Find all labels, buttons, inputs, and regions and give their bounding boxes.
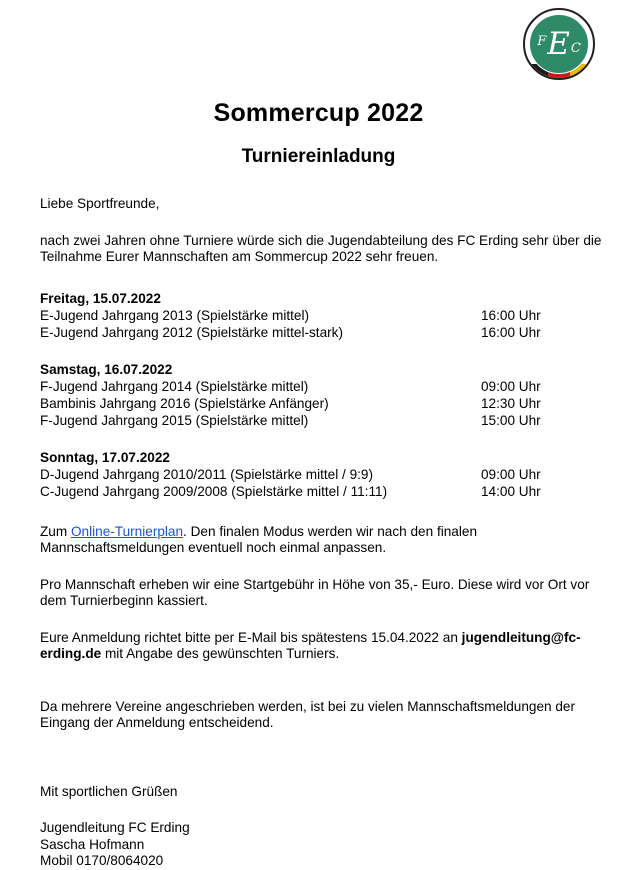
schedule-entry-name: F-Jugend Jahrgang 2014 (Spielstärke mittel) [40,378,309,394]
salutation: Liebe Sportfreunde, [40,196,160,211]
table-row [40,378,602,395]
registration-suffix: mit Angabe des gewünschten Turniers. [101,646,340,661]
document-body [40,196,602,870]
fc-erding-logo [523,8,595,80]
schedule-entry-time: 16:00 Uhr [481,324,541,340]
document-title: Sommercup 2022 [213,99,424,127]
schedule-day-heading: Freitag, 15.07.2022 [40,290,161,306]
document-subtitle: Turniereinladung [241,146,396,167]
schedule-entry-name: C-Jugend Jahrgang 2009/2008 (Spielstärke mittel / 11:11) [40,483,388,499]
intro-paragraph: nach zwei Jahren ohne Turniere würde sich die Jugendabteilung des FC Erding sehr über die Teilnahme Eurer Mannschaften am Sommercup 2022 sehr freuen. [40,232,602,264]
schedule-entry-time: 14:00 Uhr [481,483,541,499]
logo-monogram [523,8,595,80]
signature-name: Sascha Hofmann [40,836,145,852]
fee-paragraph: Pro Mannschaft erheben wir eine Startgebühr in Höhe von 35,- Euro. Diese wird vor Ort vor dem Turnierbeginn kassiert. [40,576,590,608]
schedule-entry-name: E-Jugend Jahrgang 2012 (Spielstärke mittel-stark) [40,324,343,340]
schedule-entry-name: F-Jugend Jahrgang 2015 (Spielstärke mittel) [40,412,309,428]
table-row [40,307,602,324]
logo-letter-c: C [570,40,581,56]
table-row [40,412,602,429]
registration-prefix: Eure Anmeldung richtet bitte per E-Mail bis spätestens 15.04.2022 an [40,629,462,645]
schedule-day-heading: Samstag, 16.07.2022 [40,361,173,377]
schedule-entry-time: 09:00 Uhr [481,378,541,394]
schedule-entry-time: 12:30 Uhr [481,395,541,411]
table-row [40,466,602,483]
online-turnierplan-link[interactable]: Online-Turnierplan [70,523,184,539]
tournament-plan-prefix: Zum [40,523,71,539]
schedule-entry-time: 16:00 Uhr [481,307,541,323]
signature-organization: Jugendleitung FC Erding [40,820,190,835]
table-row [40,324,602,341]
schedule-entry-name: Bambinis Jahrgang 2016 (Spielstärke Anfänger) [40,395,329,411]
schedule-day-friday [40,290,602,341]
schedule-entry-name: E-Jugend Jahrgang 2013 (Spielstärke mittel) [40,307,310,323]
registration-email[interactable]: jugendleitung@fc-erding.de [40,629,581,661]
tournament-plan-paragraph [40,524,602,557]
logo-letter-f: F [537,33,547,49]
signature-phone: Mobil 0170/8064020 [40,853,164,868]
table-row [40,483,602,500]
schedule-entry-time: 09:00 Uhr [481,466,541,482]
logo-letter-e: E [547,25,570,62]
table-row [40,395,602,412]
tournament-plan-suffix: . Den finalen Modus werden wir nach den finalen Mannschaftsmeldungen eventuell noch einmal anpassen. [40,523,477,555]
schedule-entry-name: D-Jugend Jahrgang 2010/2011 (Spielstärke mittel / 9:9) [40,466,373,482]
closing-greeting: Mit sportlichen Grüßen [40,783,178,799]
schedule-day-sunday [40,449,602,500]
schedule-day-saturday [40,361,602,429]
note-paragraph: Da mehrere Vereine angeschrieben werden, ist bei zu vielen Mannschaftsmeldungen der Eingang der Anmeldung entscheidend. [40,698,576,730]
registration-paragraph [40,630,602,663]
schedule-day-heading: Sonntag, 17.07.2022 [40,449,170,465]
schedule-entry-time: 15:00 Uhr [481,412,541,428]
